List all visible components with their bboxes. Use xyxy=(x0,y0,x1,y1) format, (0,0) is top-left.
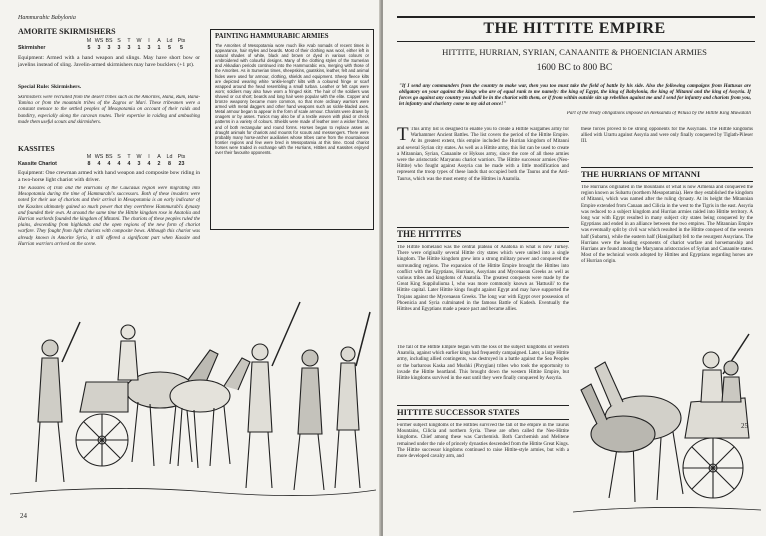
title-rule-top xyxy=(397,16,755,18)
title-rule-bottom xyxy=(397,41,755,42)
warrior-figure xyxy=(118,325,138,380)
right-page xyxy=(383,0,766,536)
chariot-procession-illustration xyxy=(10,262,376,510)
opening-quote: "If I send any commanders from the country to make war, then you too must take the field of battle by his side. Also the following campaigns from Hattusas are obligatory on your against the kings who are of equal rank to me namely: the king of Egypt, the king of Babylonia, the king of Mitanni and the king of Assyria. If forces go against any country you shall be in the chariot with them, or if from within outside sits up rebellion against me and I send for infantry and chariots from you, let infantry and chariotry come to my aid at once!" xyxy=(399,83,751,107)
amorite-equipment: Equipment: Armed with a hand weapon and slings. May have short bow or javelins instead of sling. Javelin-armed skirmishers may have bucklers (+1 pt). xyxy=(18,55,200,68)
sidebar-title: PAINTING HAMMURABIC ARMIES xyxy=(215,33,329,40)
successors-rule-top xyxy=(397,405,569,406)
hittites-rule-top xyxy=(397,227,569,228)
horse-figure xyxy=(170,358,250,468)
successors-body: Former subject kingdoms of the Hittites survived the fall of the empire in the Taurus Mountains, Cilicia and northern Syria. These are often called the Neo-Hittite kingdoms. Chief among these was Carchemish. Both Carchemish and Melitene remained under the rule of princely dynasties descended from the Hittite Great Kings. The Hittite successor kingdoms continued to raise Hittite-style armies, but with a more developed cavalry arm, and xyxy=(397,423,569,460)
warrior-figure xyxy=(294,350,324,490)
successors-rule-bottom xyxy=(397,419,569,420)
hittites-rule-bottom xyxy=(397,241,569,242)
chapter-subtitle: HITTITE, HURRIAN, SYRIAN, CANAANITE & PHOENICIAN ARMIES xyxy=(442,47,707,57)
intro-text: T This army list is designed to enable you to create a Hittite wargames army for Warhammer Ancient Battles. The list covers the period of the Hittite Empire. At its greatest extent, this empire included the Hurrian kingdom of Mitanni and several Syrian city states. As well as a Hittite army, this list can be used to create a Mitannian, Syrian, Canaanite or Hyksos army, since the core of all these armies were the aristocratic Maryannu chariot warriors. The Hittite successor armies (Neo-Hittite) who fought against Assyria can be made with a little modification and represent the troop types of these lands that occupied both the Taurus and the Anti-Taurus, which was the most enemy of the Hittites in Anatolia. xyxy=(397,127,569,182)
kassites-stats-header: M WS BS S T W I A Ld Pts xyxy=(86,154,186,160)
hittite-chariot-illustration xyxy=(573,298,761,520)
chapter-title: THE HITTITE EMPIRE xyxy=(483,20,666,37)
kassites-stats-row: Kassite Chariot 8 4 4 4 4 3 4 2 8 23 xyxy=(18,161,185,167)
painting-sidebar xyxy=(210,29,374,230)
hittites-paragraph-2: The fall of the Hittite Empire began with the loss of the subject kingdoms of western Anatolia, against which earlier kings had frequently campaigned. Later, a large Hittite army, including allied contingents, was destroyed in a battle against the Sea Peoples or the barbarous Kaska and Mushki (Phrygian) tribes who took the opportunity to invade the Hittite heartland. This brought down the western Hittite Empire, but Hittite kingdoms survived in the east until they were finally conquered by Assyria. xyxy=(397,345,569,382)
amorite-title: AMORITE SKIRMISHERS xyxy=(18,27,116,36)
amorite-description: Skirmishers were recruited from the desert tribes such as the Amorites, Hana, Rum, Bana-Yamina or from the mountain tribes of the Zagros or Mari. These tribesmen were a constant menace to the settled peoples of Mesopotamia on account of their raids and banditry, especially along the caravan routes. Their expertise in raiding and ambushing made them useful scouts and skirmishers. xyxy=(18,95,200,125)
page-number-left: 24 xyxy=(20,512,27,520)
kassites-description: The Kassites of Iran and the Hurrians of the Caucasus region were migrating into Mesopotamia during the time of Hammurabi's successors. Both of these invaders were noted for their use of chariots and their arrival in Mesopotamia is an early indicator of the Kassites ultimately gained so much power that they overthrew Hammurabi's dynasty and founded their own. At around the same time the Hittite kingdom rose in Anatolia and Hurrian warlords founded the kingdom of Mitanni. The chariots of these peoples ruled the plains, descending from highlands and the open regions of the new form of chariot warfare. They fought from light chariots with composite bows. Although this chariot was already known in Amorite Syria, it still offered a significant part when Kassite and Hurrian warriors arrived on the scene. xyxy=(18,186,200,247)
chapter-dates: 1600 BC to 800 BC xyxy=(536,63,613,73)
hittites-title: THE HITTITES xyxy=(397,229,462,239)
warrior-figure xyxy=(722,361,741,402)
left-page xyxy=(0,0,381,536)
sidebar-body: The Amorites of Mesopotamia wore much like Arab nomads of recent times in appearance, hair styles and beards. Most of their clothing was wool, either left in natural shades of white, black and brown or dyed in various colours or embroidered with colourful designs. Many of the clothing styles of the Sumerian and Akkadian periods continued into the Hammurabic era, merging with those of the Amorites. As in Sumerian times, sheepskins, goatskins, leather, felt and animal hides were used for armour, clothing, shields and equipment. Sheep fleece kilts are depicted wearing white 'ankle-length' kilts with a coloured fringe or scarf wrapped around the head resembling a small turban. Leather or felt caps were worn; soldiers may also have worn a fringed skirt. The hair of the soldiers was shaved or cut short; beards and long hair were popular with the elite. Copper and bronze weaponry became more common, so that more ordinary warriors were armed with metal daggers and other hand weapons such as sickle-bladed axes. Metal armour began to appear in the form of scale armour. Chariots were drawn by onagers or by asses. Tunics may also be of a textile woven with plaid or check patterns in a variety of colours. Shields were made of leather over a wicker frame, and of both rectangular and round forms. Horses began to replace asses as draught animals for chariots and mounts for scouts and messengers. There were probably many horse-archer auxiliaries whose tribes came from the mountainous frontier regions and few were bred in Mesopotamia at this time. Good chariot horses were traded in exchange with the Hurrians, Hittites and Kassites enjoyed over their favourite opponents. xyxy=(215,43,369,155)
successors-title: HITTITE SUCCESSOR STATES xyxy=(397,407,520,417)
drop-cap: T xyxy=(397,127,409,145)
amorite-stats-header: M WS BS S T W I A Ld Pts xyxy=(86,38,186,44)
kassites-equipment: Equipment: One crewman armed with hand weapon and composite bow riding in a two-horse light chariot with driver. xyxy=(18,170,200,183)
mitanni-rule-top xyxy=(581,167,753,168)
mitanni-body: The Hurrians originated in the mountains of what is now Armenia and conquered the region known as Subartu (northern Mesopotamia). Here they established the kingdom of Mitanni, which was named after the ruling dynasty. At its height the Mitannian Empire extended from Canaan and Cilicia in the west to the Tigris in the east. Assyria was reduced to a subject kingdom and Hurrian armies raided into Hittite territory. A long war with Egypt resulted in many subject city states being conquered by the Egyptians and ended in an alliance between the two empires. The Mitannian Empire was eventually split by civil war which resulted in the Hittite conquest of the western half (Subartu), while the eastern half (Hanigalbat) fell to the resurgent Assyrians. The Hurrians were the leading exponents of chariot warfare and horsemanship and Hurrians are found among the Maryannu aristocracies of Syrian and Canaanite states. Most of the technical words adopted by Hittites and Egyptians regarding horses are of Hurrian origin. xyxy=(581,185,753,265)
warrior-figure xyxy=(335,312,370,488)
mitanni-rule-bottom xyxy=(581,181,753,182)
amorite-special-rules: Special Rule: Skirmishers. xyxy=(18,84,82,90)
warrior-figure xyxy=(36,322,80,482)
column2-intro: these forces proved to be strong opponents for the Assyrians. The Hittite kingdoms allied with Urartu against Assyria and were only finally conquered by Tiglath-Pileser III. xyxy=(581,127,753,145)
hittites-paragraph-1: The Hittite homeland was the central plateau of Anatolia in what is now Turkey. There were originally several Hittite city states which were united into a single kingdom. The Hittite kingdom grew into a strong military power and conquered the surrounding regions. The expansion of the Hittite Empire brought the Hittites into conflict with the Egyptians, Hurrians, Assyrians and Mycenaean Greeks as well as various tribes and kingdoms of Anatolia. The greatest conquests were made by the Great King Suppiluliuma I, who was more commonly known as 'Hattusili' to the Hittite capital. Later Hittite kings fought against Egypt and may have supported the Trojans against the Mycenaean Greeks. The long war with Egypt over possession of Phoenicia and Syria culminated in the famous Battle of Kadesh. Eventually the Hittites and Egyptians made a peace pact and became allies. xyxy=(397,245,569,313)
page-number-right: 25 xyxy=(741,422,748,430)
running-head: Hammurabic Babylonia xyxy=(18,15,76,21)
kassites-title: KASSITES xyxy=(18,144,55,153)
amorite-stats-row: Skirmisher 5 3 3 3 3 1 3 1 5 5 xyxy=(18,45,183,51)
warrior-figure xyxy=(246,302,300,488)
quote-source: Part of the treaty obligations imposed on Aleksandu of Wilusa by the Hittite King Muwatalli xyxy=(566,111,751,116)
mitanni-title: THE HURRIANS OF MITANNI xyxy=(581,169,701,179)
